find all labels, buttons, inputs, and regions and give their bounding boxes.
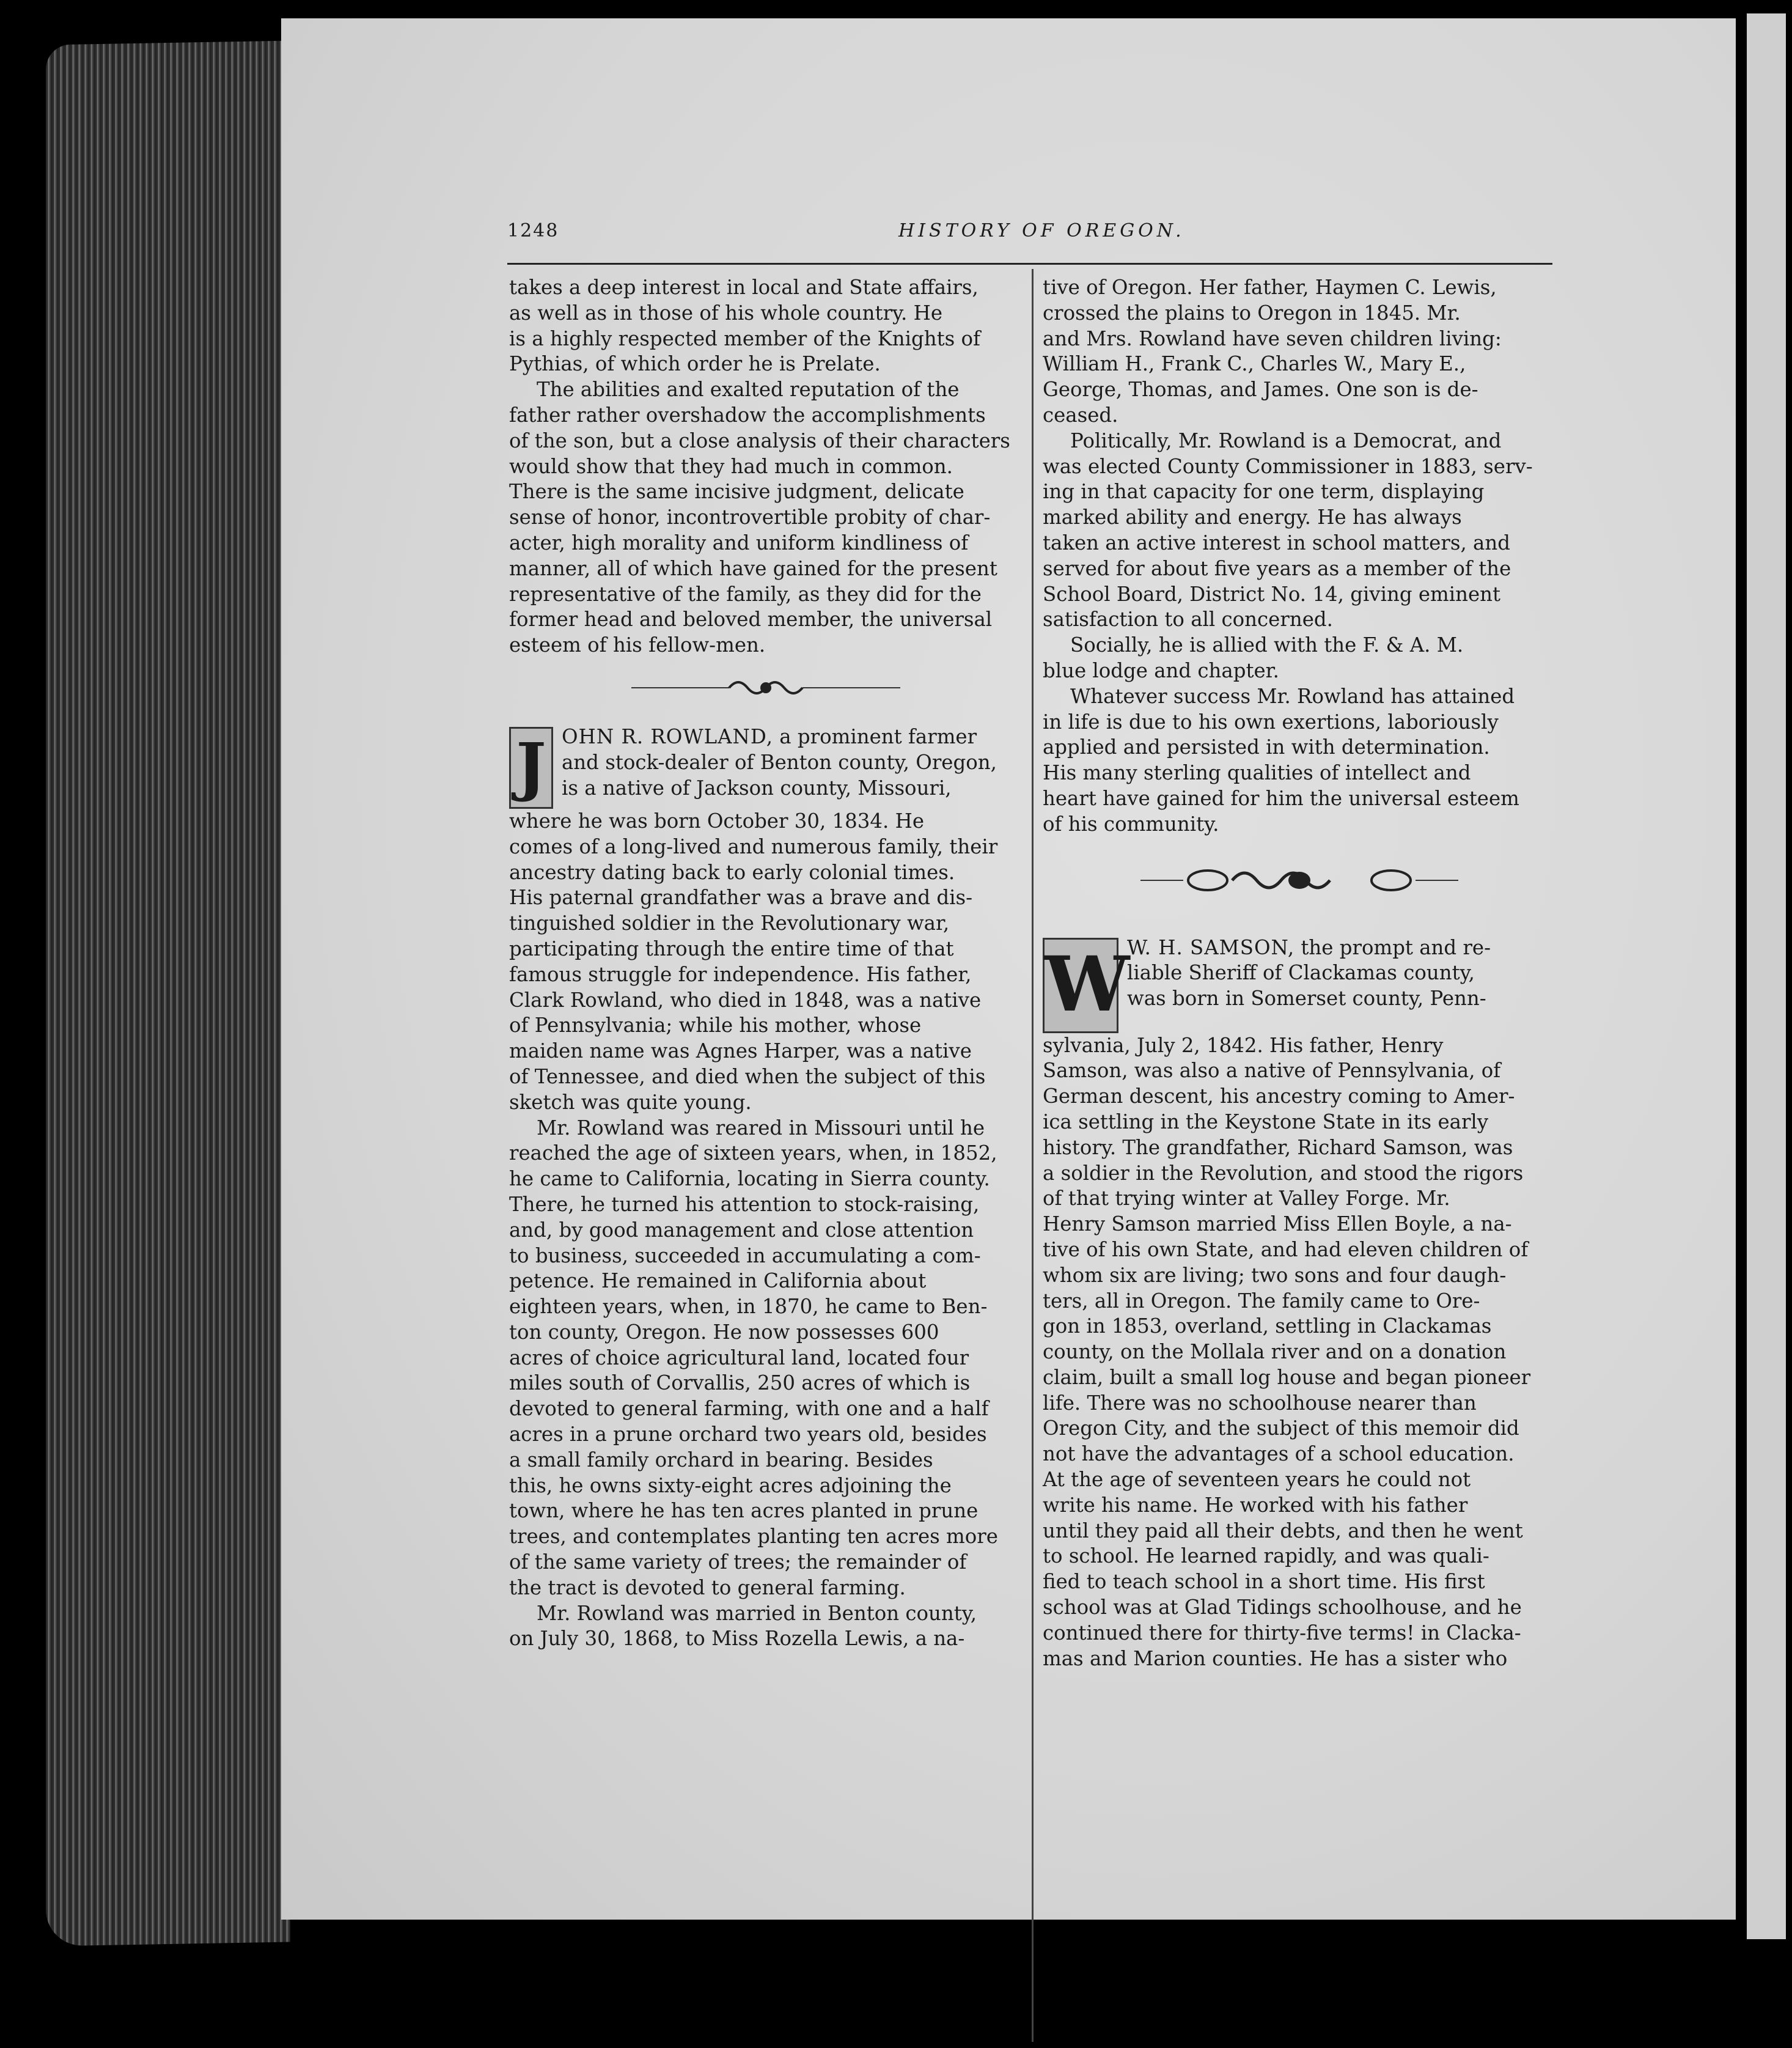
text-line: acter, high morality and uniform kindliness of — [509, 531, 969, 554]
text-line: petence. He remained in California about — [509, 1269, 927, 1293]
text-line: and Mrs. Rowland have seven children living: — [1043, 326, 1502, 350]
text-line: write his name. He worked with his father — [1043, 1493, 1468, 1517]
text-line: sense of honor, incontrovertible probity of char- — [509, 506, 991, 529]
text-line: would show that they had much in common. — [509, 454, 953, 478]
text-line: of the son, but a close analysis of their characters — [509, 429, 1010, 452]
text-line: taken an active interest in school matters, and — [1043, 531, 1510, 554]
text-line: trees, and contemplates planting ten acres more — [509, 1525, 998, 1549]
left-column — [509, 275, 1023, 2048]
text-line: German descent, his ancestry coming to Amer- — [1043, 1085, 1515, 1108]
text-line: is a native of Jackson county, Missouri, — [562, 776, 952, 800]
text-line: continued there for thirty-five terms! in Clacka- — [1043, 1621, 1521, 1645]
text-line: whom six are living; two sons and four daugh- — [1043, 1263, 1507, 1287]
text-line: ton county, Oregon. He now possesses 600 — [509, 1320, 939, 1344]
text-line: and stock-dealer of Benton county, Oregon, — [562, 750, 997, 774]
text-line: School Board, District No. 14, giving eminent — [1043, 582, 1501, 606]
text-line: satisfaction to all concerned. — [1043, 608, 1333, 632]
text-line: George, Thomas, and James. One son is de- — [1043, 378, 1478, 402]
book-page-edges — [46, 41, 290, 1947]
text-line: acres of choice agricultural land, located four — [509, 1346, 969, 1369]
text-line: as well as in those of his whole country. He — [509, 301, 943, 325]
text-line: Mr. Rowland was married in Benton county, — [537, 1601, 977, 1625]
text-line: ing in that capacity for one term, displaying — [1043, 480, 1485, 504]
text-line: a soldier in the Revolution, and stood the rigors — [1043, 1161, 1524, 1185]
abilities-paragraph — [509, 377, 1023, 658]
text-line: town, where he has ten acres planted in prune — [509, 1499, 979, 1523]
text-line: At the age of seventeen years he could not — [1043, 1468, 1471, 1492]
politics-paragraph — [1043, 429, 1556, 633]
text-line: is a highly respected member of the Knights of — [509, 326, 981, 350]
text-line: was elected County Commissioner in 1883, serv- — [1043, 454, 1533, 478]
text-line: he came to California, locating in Sierra county. — [509, 1167, 990, 1191]
text-line: Samson, was also a native of Pennsylvania, of — [1043, 1059, 1501, 1083]
text-line: father rather overshadow the accomplishments — [509, 403, 986, 427]
text-line: marked ability and energy. He has always — [1043, 506, 1462, 529]
text-line: on July 30, 1868, to Miss Rozella Lewis, a na- — [509, 1627, 965, 1651]
text-line: of Pennsylvania; while his mother, whose — [509, 1014, 922, 1037]
text-line: applied and persisted in with determination. — [1043, 735, 1490, 759]
text-line: ters, all in Oregon. The family came to Ore- — [1043, 1289, 1480, 1313]
text-line: ceased. — [1043, 403, 1118, 427]
text-line: of his community. — [1043, 812, 1219, 836]
text-line: crossed the plains to Oregon in 1845. Mr. — [1043, 301, 1461, 325]
text-line: of that trying winter at Valley Forge. Mr. — [1043, 1187, 1450, 1210]
text-line: served for about five years as a member of the — [1043, 556, 1511, 580]
text-line: county, on the Mollala river and on a donation — [1043, 1340, 1507, 1364]
text-line: There is the same incisive judgment, delicate — [509, 480, 964, 504]
text-line: William H., Frank C., Charles W., Mary E., — [1043, 352, 1466, 376]
right-column — [1043, 275, 1556, 2048]
page-number: 1248 — [507, 220, 559, 241]
facing-page-edge — [1747, 13, 1786, 1939]
text-line: maiden name was Agnes Harper, was a native — [509, 1039, 972, 1063]
text-line: a prominent farmer — [773, 724, 977, 748]
biography-name: W. H. SAMSON, — [1127, 935, 1295, 959]
text-line: tinguished soldier in the Revolutionary war, — [509, 912, 950, 935]
continued-paragraph — [1043, 275, 1556, 429]
text-line: where he was born October 30, 1834. He — [509, 809, 925, 833]
text-line: miles south of Corvallis, 250 acres of which is — [509, 1371, 971, 1395]
text-line: former head and beloved member, the universal — [509, 608, 993, 632]
text-line: not have the advantages of a school education. — [1043, 1442, 1515, 1466]
text-line: a small family orchard in bearing. Besides — [509, 1448, 933, 1472]
text-line: His paternal grandfather was a brave and dis- — [509, 886, 973, 910]
text-line: esteem of his fellow-men. — [509, 633, 766, 657]
text-line: Whatever success Mr. Rowland has attained — [1070, 684, 1515, 708]
text-line: Socially, he is allied with the F. & A. M. — [1070, 633, 1464, 657]
page-header — [507, 220, 1552, 257]
text-line: ancestry dating back to early colonial times. — [509, 860, 955, 884]
text-line — [509, 724, 1023, 750]
rowland-biography — [509, 724, 1023, 1116]
section-ornament — [509, 676, 1023, 700]
text-line: sylvania, July 2, 1842. His father, Henry — [1043, 1033, 1444, 1057]
text-line: this, he owns sixty-eight acres adjoining the — [509, 1473, 952, 1497]
header-rule — [507, 263, 1552, 265]
text-line: famous struggle for independence. His father, — [509, 962, 972, 986]
text-line: gon in 1853, overland, settling in Clackamas — [1043, 1314, 1492, 1338]
biography-name: OHN R. ROWLAND, — [562, 724, 774, 748]
text-line: Politically, Mr. Rowland is a Democrat, and — [1070, 429, 1502, 452]
california-paragraph — [509, 1116, 1023, 1601]
text-line: of the same variety of trees; the remainder of — [509, 1550, 967, 1574]
text-line: ica settling in the Keystone State in its early — [1043, 1110, 1489, 1133]
social-paragraph — [1043, 633, 1556, 684]
text-line: to school. He learned rapidly, and was quali- — [1043, 1544, 1489, 1568]
text-line: Clark Rowland, who died in 1848, was a native — [509, 988, 982, 1012]
text-line: heart have gained for him the universal esteem — [1043, 786, 1519, 810]
text-line: and, by good management and close attention — [509, 1218, 974, 1242]
text-line: Pythias, of which order he is Prelate. — [509, 352, 881, 376]
text-line: to business, succeeded in accumulating a com- — [509, 1243, 981, 1267]
text-line: manner, all of which have gained for the present — [509, 556, 997, 580]
text-line: takes a deep interest in local and State affairs, — [509, 276, 979, 299]
text-line: the prompt and re- — [1294, 935, 1491, 959]
text-line: claim, built a small log house and began pioneer — [1043, 1365, 1531, 1389]
text-line: until they paid all their debts, and then he went — [1043, 1519, 1523, 1542]
text-line: There, he turned his attention to stock-raising, — [509, 1192, 980, 1216]
drop-cap-w: W — [1043, 938, 1118, 1033]
text-line: Mr. Rowland was reared in Missouri until he — [537, 1116, 985, 1140]
text-line: tive of his own State, and had eleven children of — [1043, 1237, 1529, 1261]
text-line: in life is due to his own exertions, laboriously — [1043, 710, 1499, 734]
text-line: history. The grandfather, Richard Samson, was — [1043, 1135, 1513, 1159]
text-line: tive of Oregon. Her father, Haymen C. Lewis, — [1043, 276, 1497, 299]
text-line: His many sterling qualities of intellect and — [1043, 761, 1471, 785]
running-title: HISTORY OF OREGON. — [898, 220, 1185, 241]
marriage-paragraph — [509, 1601, 1023, 1652]
text-line: representative of the family, as they did for the — [509, 582, 982, 606]
text-line: Oregon City, and the subject of this memoir did — [1043, 1416, 1519, 1440]
text-line: reached the age of sixteen years, when, in 1852, — [509, 1141, 997, 1165]
drop-cap-j: J — [509, 727, 553, 809]
text-line: The abilities and exalted reputation of the — [537, 378, 960, 402]
text-line: acres in a prune orchard two years old, besides — [509, 1423, 987, 1446]
column-divider — [1032, 269, 1034, 2042]
text-line: the tract is devoted to general farming. — [509, 1575, 906, 1599]
text-line: mas and Marion counties. He has a sister who — [1043, 1646, 1508, 1670]
text-line: of Tennessee, and died when the subject of this — [509, 1064, 986, 1088]
text-line: comes of a long-lived and numerous family, their — [509, 834, 998, 858]
text-line: was born in Somerset county, Penn- — [1127, 987, 1486, 1011]
text-line: sketch was quite young. — [509, 1090, 752, 1114]
text-line: liable Sheriff of Clackamas county, — [1127, 961, 1475, 985]
text-line: Henry Samson married Miss Ellen Boyle, a na- — [1043, 1212, 1512, 1236]
success-paragraph — [1043, 684, 1556, 838]
text-line: school was at Glad Tidings schoolhouse, and he — [1043, 1596, 1522, 1619]
text-line: devoted to general farming, with one and a half — [509, 1397, 989, 1421]
text-line: blue lodge and chapter. — [1043, 658, 1279, 682]
intro-paragraph — [509, 275, 1023, 377]
text-line: fied to teach school in a short time. His first — [1043, 1570, 1485, 1594]
text-line: life. There was no schoolhouse nearer than — [1043, 1391, 1477, 1415]
text-line: eighteen years, when, in 1870, he came to Ben- — [509, 1295, 988, 1319]
section-ornament — [1043, 862, 1556, 899]
samson-biography — [1043, 935, 1556, 1672]
text-line: participating through the entire time of that — [509, 937, 954, 960]
